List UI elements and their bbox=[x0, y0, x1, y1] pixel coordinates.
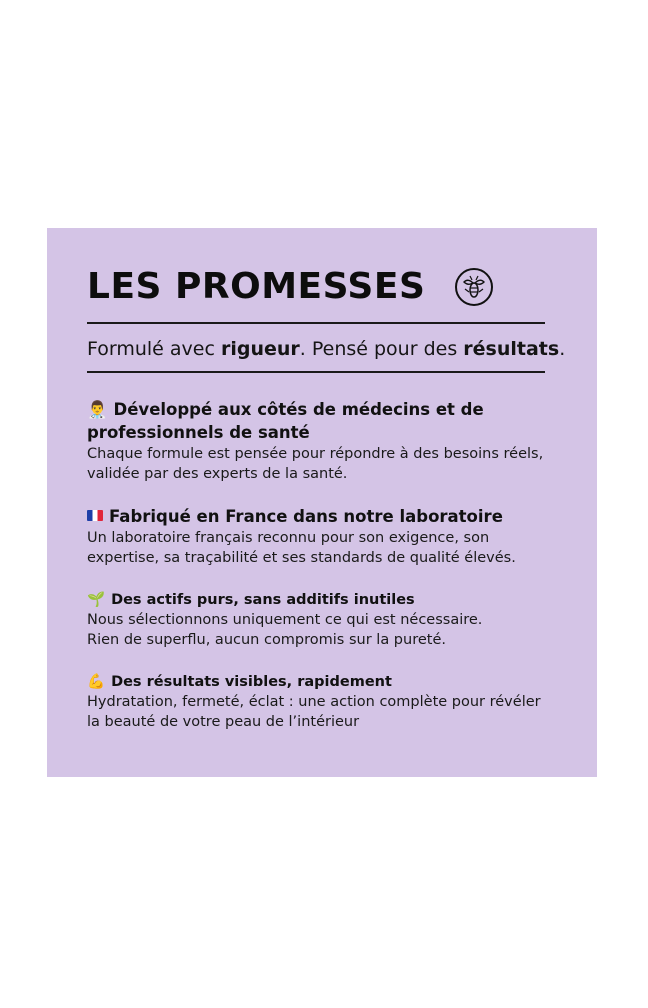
divider-top bbox=[87, 322, 545, 324]
promise-heading: 👨‍⚕️ Développé aux côtés de médecins et de professionnels de santé bbox=[87, 400, 484, 442]
seedling-emoji-icon: 🌱 bbox=[87, 592, 106, 608]
flexed-biceps-emoji-icon: 💪 bbox=[87, 674, 106, 690]
panel-title: LES PROMESSES bbox=[87, 266, 426, 307]
promise-item-france bbox=[87, 505, 557, 568]
divider-bottom bbox=[87, 371, 545, 373]
tagline: Formulé avec rigueur. Pensé pour des résultats. bbox=[87, 338, 566, 360]
promise-heading: 🌱 Des actifs purs, sans additifs inutiles bbox=[87, 592, 415, 608]
promise-body: Un laboratoire français reconnu pour son exigence, son expertise, sa traçabilité et ses standards de qualité élevés. bbox=[87, 530, 516, 566]
promise-body: Chaque formule est pensée pour répondre à des besoins réels, validée par des experts de la santé. bbox=[87, 446, 544, 482]
promise-item-pure-actives bbox=[87, 590, 557, 650]
france-flag-icon bbox=[87, 510, 103, 521]
bee-emblem-icon bbox=[454, 267, 494, 307]
promises-panel bbox=[47, 228, 597, 777]
promise-body: Hydratation, fermeté, éclat : une action complète pour révéler la beauté de votre peau de l’intérieur bbox=[87, 694, 541, 730]
promise-item-results bbox=[87, 672, 557, 732]
promise-heading: 💪 Des résultats visibles, rapidement bbox=[87, 674, 392, 690]
promise-heading: Fabriqué en France dans notre laboratoire bbox=[87, 505, 557, 528]
doctor-emoji-icon: 👨‍⚕️ bbox=[87, 400, 108, 419]
promise-body: Nous sélectionnons uniquement ce qui est nécessaire. Rien de superflu, aucun compromis sur la pureté. bbox=[87, 612, 483, 648]
promise-item-doctors bbox=[87, 398, 557, 484]
